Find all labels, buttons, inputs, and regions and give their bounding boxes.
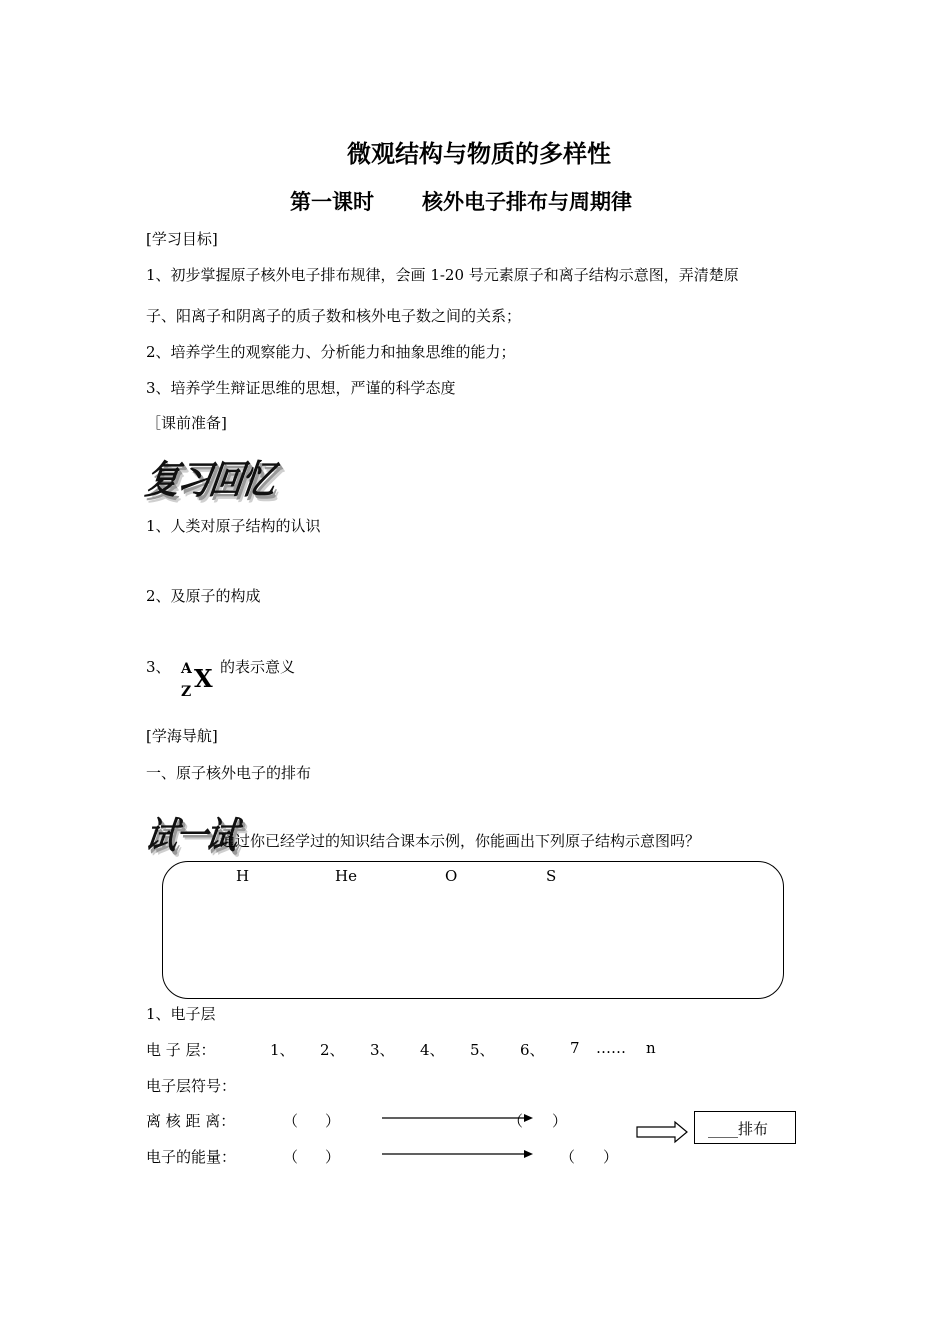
shell-number: 7 <box>570 1039 580 1057</box>
atom-label-o: O <box>445 867 458 885</box>
shell-number: n <box>646 1039 656 1057</box>
energy-paren-close: ） <box>325 1148 341 1166</box>
goal-line-4: 3、培养学生辩证思维的思想，严谨的科学态度 <box>146 379 456 397</box>
hollow-arrow-icon <box>637 1122 687 1142</box>
section-guide-heading: [学海导航] <box>146 727 218 745</box>
energy-paren-open-2: （ <box>560 1148 576 1166</box>
review-item-3: 3、 <box>146 658 171 676</box>
shell-number: 2、 <box>320 1041 345 1059</box>
nuclide-meaning-text: 的表示意义 <box>220 658 296 676</box>
energy-paren-open: （ <box>283 1148 299 1166</box>
page-title: 微观结构与物质的多样性 <box>347 139 611 168</box>
distance-arrow-icon <box>382 1114 533 1122</box>
atom-label-s: S <box>546 867 557 885</box>
nuclide-atomic-number: Z <box>181 684 192 700</box>
goal-line-1: 1、初步掌握原子核外电子排布规律，会画 1-20 号元素原子和离子结构示意图，弄清楚原 <box>146 266 739 284</box>
distance-label: 离 核 距 离： <box>146 1112 236 1130</box>
distance-paren-open: （ <box>283 1112 299 1130</box>
review-wordart: 复习回忆 <box>142 457 277 504</box>
lesson-topic: 核外电子排布与周期律 <box>422 189 632 214</box>
shell-heading: 1、电子层 <box>146 1005 216 1023</box>
distance-paren-close: ） <box>325 1112 341 1130</box>
goal-line-3: 2、培养学生的观察能力、分析能力和抽象思维的能力； <box>146 343 516 361</box>
nuclide-mass-number: A <box>181 661 192 677</box>
review-item-2: 2、及原子的构成 <box>146 587 261 605</box>
nuclide-symbol: X <box>194 664 213 693</box>
lesson-number: 第一课时 <box>290 189 374 214</box>
shell-number: 5、 <box>470 1041 495 1059</box>
atom-label-he: He <box>335 867 357 885</box>
distance-paren-close-2: ） <box>552 1112 568 1130</box>
shell-ellipsis: …… <box>596 1039 626 1057</box>
atom-label-h: H <box>236 867 250 885</box>
try-wordart: 试一试 <box>142 813 239 858</box>
shell-number: 6、 <box>520 1041 545 1059</box>
shell-number: 1、 <box>270 1041 295 1059</box>
section-goals-heading: [学习目标] <box>146 230 218 248</box>
goal-line-2: 子、阳离子和阴离子的质子数和核外电子数之间的关系； <box>146 307 522 325</box>
energy-paren-close-2: ） <box>603 1148 619 1166</box>
shell-number: 4、 <box>420 1041 445 1059</box>
shell-label: 电 子 层： <box>146 1041 216 1059</box>
try-prompt: 通过你已经学过的知识结合课本示例，你能画出下列原子结构示意图吗？ <box>220 832 701 850</box>
review-item-1: 1、人类对原子结构的认识 <box>146 517 321 535</box>
energy-arrow-icon <box>382 1150 533 1158</box>
shell-number: 3、 <box>370 1041 395 1059</box>
distance-paren-open-2: （ <box>508 1112 524 1130</box>
part1-title: 一、原子核外电子的排布 <box>146 764 312 782</box>
section-prep-heading: ［课前准备] <box>146 414 227 432</box>
shell-symbol-label: 电子层符号： <box>146 1077 237 1095</box>
arrangement-answer-text: ____排布 <box>708 1120 769 1138</box>
energy-label: 电子的能量： <box>146 1148 237 1166</box>
